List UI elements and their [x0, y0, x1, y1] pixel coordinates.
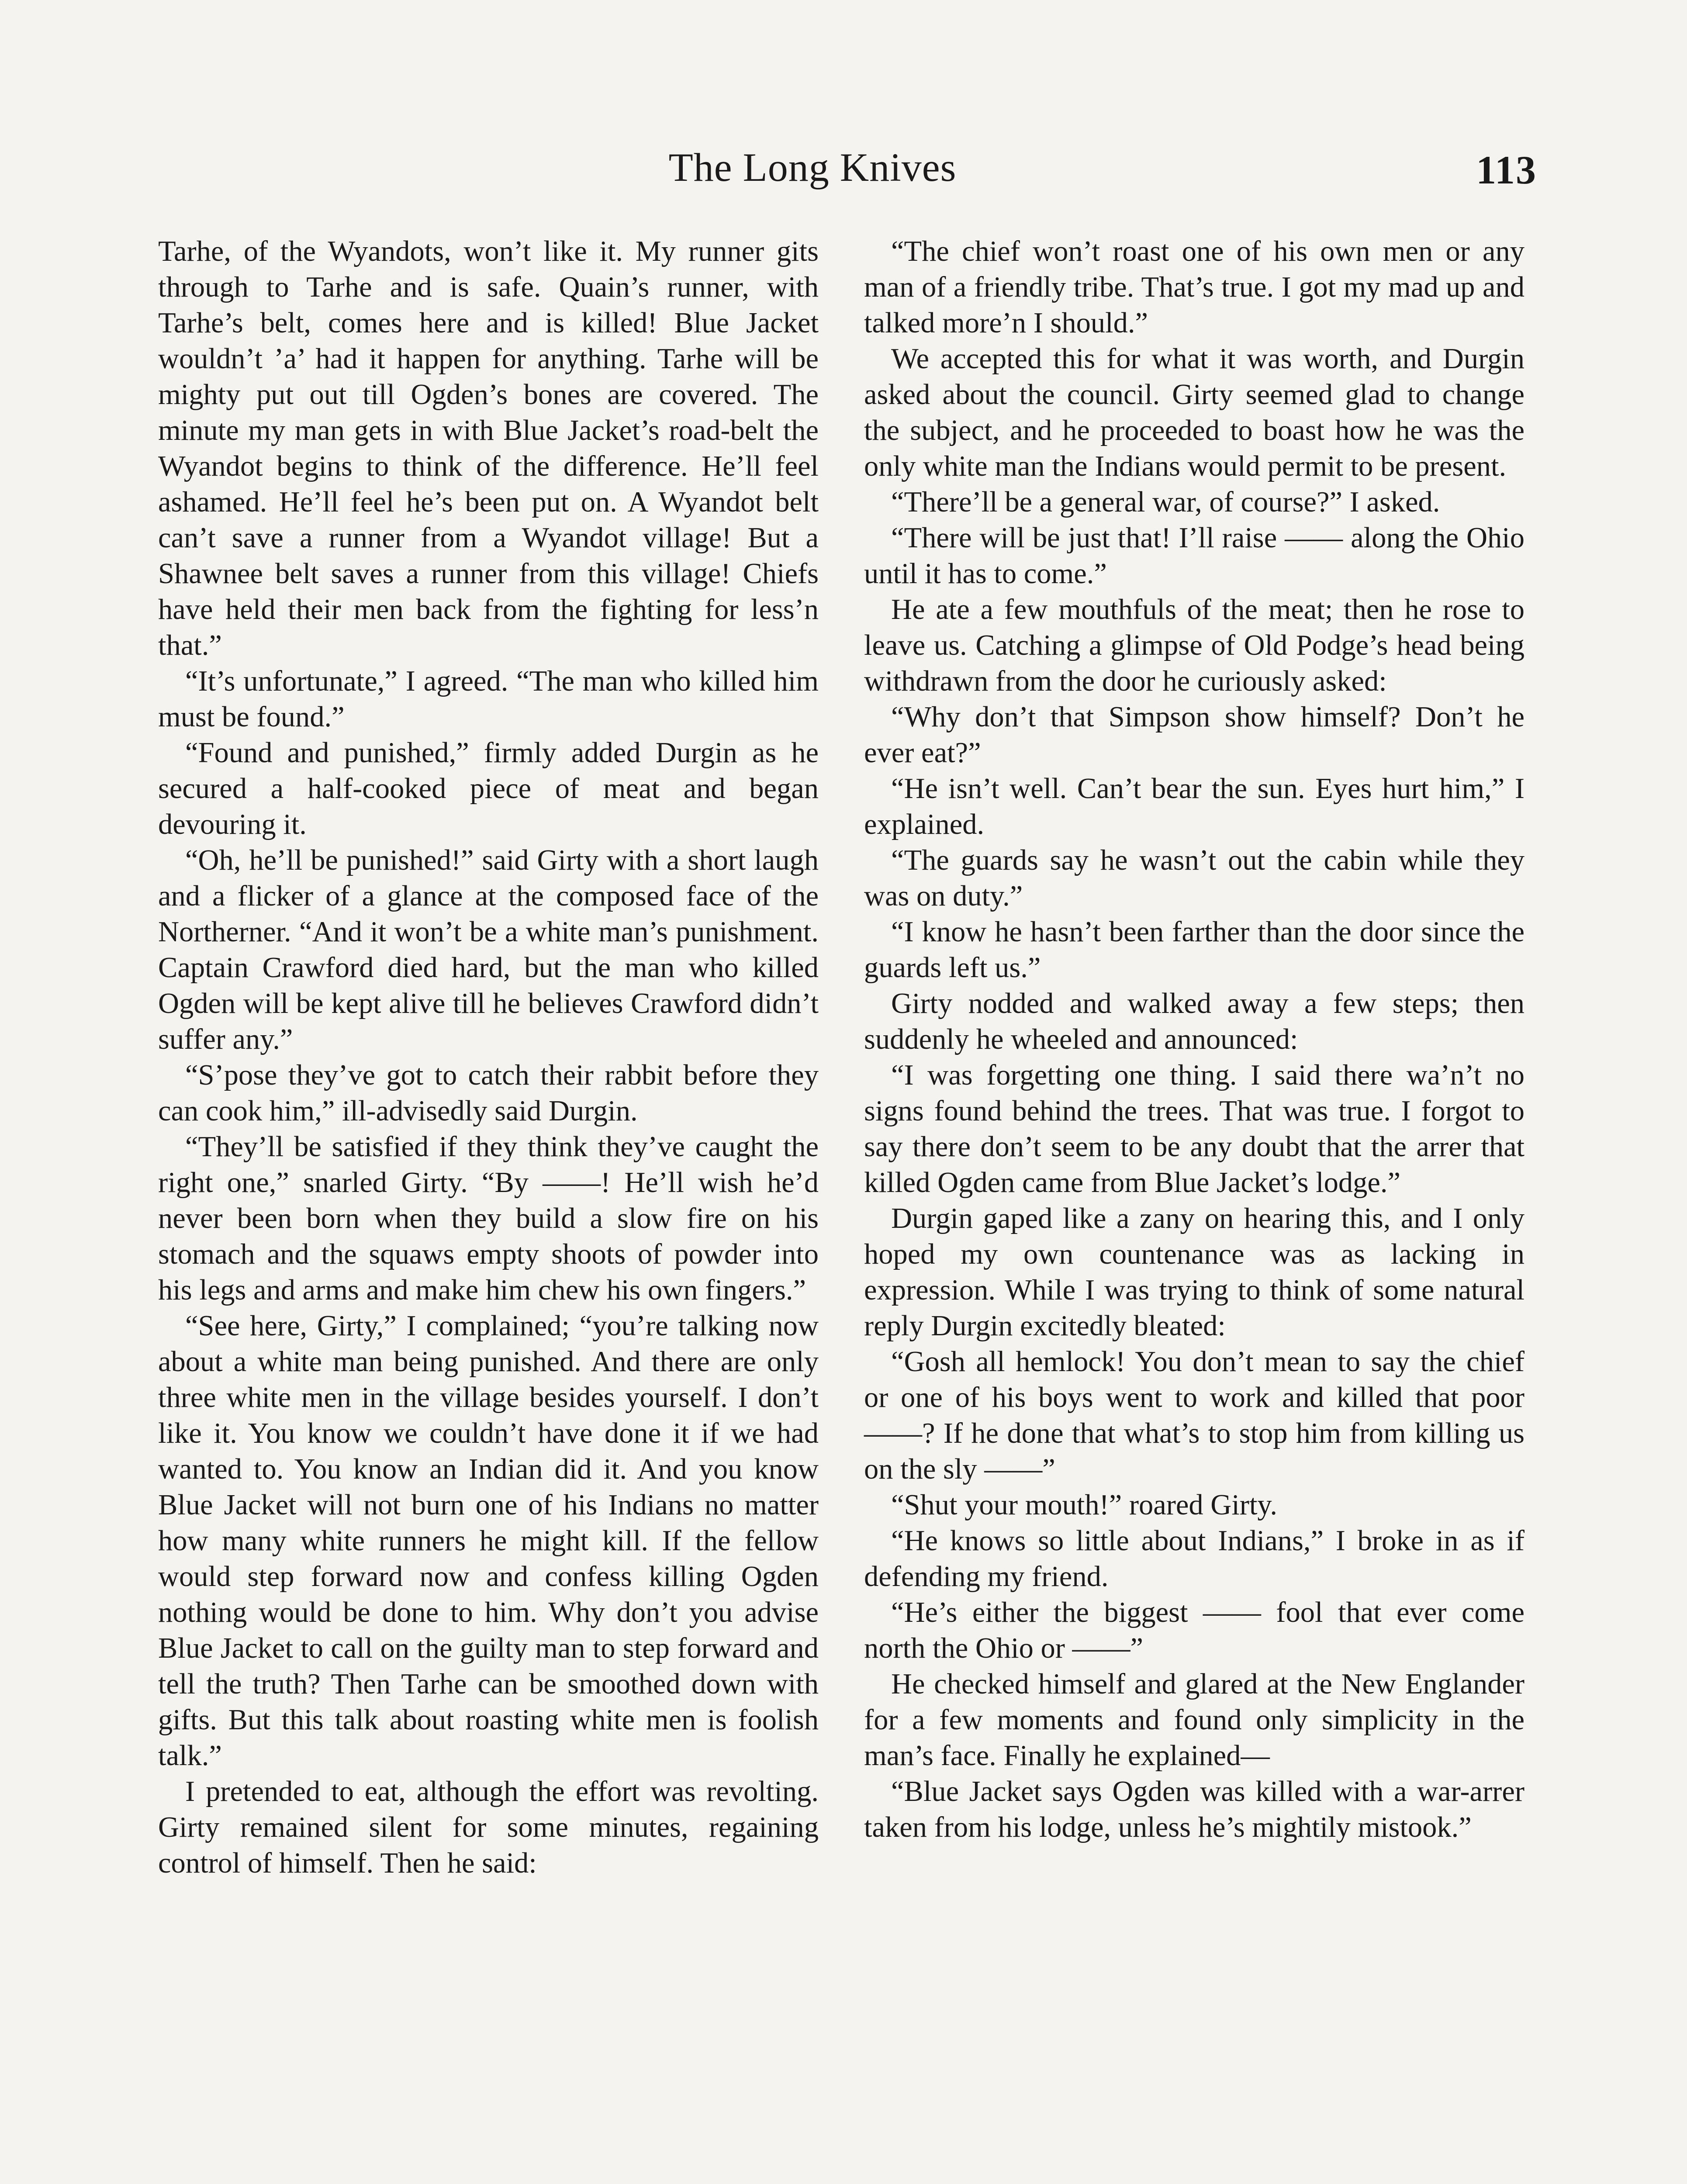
paragraph: “Shut your mouth!” roared Girty.	[891, 1489, 1277, 1521]
paragraph: “He’s either the biggest —— fool that ever come north the Ohio or ——”	[864, 1597, 1525, 1664]
paragraph: Tarhe, of the Wyandots, won’t like it. My runner gits through to Tarhe and is safe. Quain’s runner, with Tarhe’s belt, comes here and is killed! Blue Jacket wouldn’t ’a’ had it happen for anything. Tarhe will be mighty put out till Ogden’s bones are covered. The minute my man gets in with Blue Jacket’s road-belt the Wyandot begins to think of the difference. He’ll feel ashamed. He’ll feel he’s been put on. A Wyandot belt can’t save a runner from a Wyandot village! But a Shawnee belt saves a runner from this village! Chiefs have held their men back from the fighting for less’n that.”	[158, 235, 819, 661]
paragraph: Durgin gaped like a zany on hearing this, and I only hoped my own countenance was as lacking in expression. While I was trying to think of some natural reply Durgin excitedly bleated:	[864, 1203, 1525, 1342]
paragraph: “Gosh all hemlock! You don’t mean to say the chief or one of his boys went to work and killed that poor ——? If he done that what’s to stop him from killing us on the sly ——”	[864, 1346, 1525, 1485]
paragraph: Girty nodded and walked away a few steps; then suddenly he wheeled and announced:	[864, 988, 1525, 1055]
paragraph: “There will be just that! I’ll raise —— along the Ohio until it has to come.”	[864, 522, 1525, 590]
page-number: 113	[1476, 148, 1537, 192]
right-text-column	[864, 234, 1525, 1845]
paragraph: “Why don’t that Simpson show himself? Don’t he ever eat?”	[864, 701, 1525, 769]
paragraph: “See here, Girty,” I complained; “you’re talking now about a white man being punished. And there are only three white men in the village besides yourself. I don’t like it. You know we couldn’t have done it if we had wanted to. You know an Indian did it. And you know Blue Jacket will not burn one of his Indians no matter how many white runners he might kill. If the fellow would step forward now and confess killing Ogden nothing would be done to him. Why don’t you advise Blue Jacket to call on the guilty man to step forward and tell the truth? Then Tarhe can be smoothed down with gifts. But this talk about roasting white men is foolish talk.”	[158, 1310, 819, 1772]
paragraph: “He knows so little about Indians,” I broke in as if defending my friend.	[864, 1525, 1525, 1593]
paragraph: He checked himself and glared at the New Englander for a few moments and found only simplicity in the man’s face. Finally he explained—	[864, 1668, 1525, 1772]
paragraph: “It’s unfortunate,” I agreed. “The man who killed him must be found.”	[158, 665, 819, 733]
paragraph: “He isn’t well. Can’t bear the sun. Eyes hurt him,” I explained.	[864, 773, 1525, 840]
paragraph: We accepted this for what it was worth, and Durgin asked about the council. Girty seemed glad to change the subject, and he proceeded to boast how he was the only white man the Indians would permit to be present.	[864, 343, 1525, 482]
paragraph: “Found and punished,” firmly added Durgin as he secured a half-cooked piece of meat and began devouring it.	[158, 737, 819, 840]
paragraph: I pretended to eat, although the effort was revolting. Girty remained silent for some minutes, regaining control of himself. Then he said:	[158, 1776, 819, 1879]
paragraph: “The guards say he wasn’t out the cabin while they was on duty.”	[864, 844, 1525, 912]
paragraph: “I know he hasn’t been farther than the door since the guards left us.”	[864, 916, 1525, 984]
paragraph: He ate a few mouthfuls of the meat; then he rose to leave us. Catching a glimpse of Old Podge’s head being withdrawn from the door he curiously asked:	[864, 594, 1525, 697]
paragraph: “I was forgetting one thing. I said there wa’n’t no signs found behind the trees. That was true. I forgot to say there don’t seem to be any doubt that the arrer that killed Ogden came from Blue Jacket’s lodge.”	[864, 1059, 1525, 1199]
paragraph: “The chief won’t roast one of his own men or any man of a friendly tribe. That’s true. I got my mad up and talked more’n I should.”	[864, 235, 1525, 339]
left-text-column	[158, 234, 819, 1881]
paragraph: “S’pose they’ve got to catch their rabbit before they can cook him,” ill-advisedly said Durgin.	[158, 1059, 819, 1127]
paragraph: “There’ll be a general war, of course?” I asked.	[891, 486, 1440, 518]
paragraph: “They’ll be satisfied if they think they’ve caught the right one,” snarled Girty. “By ——! He’ll wish he’d never been born when they build a slow fire on his stomach and the squaws empty shoots of powder into his legs and arms and make him chew his own fingers.”	[158, 1131, 819, 1306]
paragraph: “Oh, he’ll be punished!” said Girty with a short laugh and a flicker of a glance at the composed face of the Northerner. “And it won’t be a white man’s punishment. Captain Crawford died hard, but the man who killed Ogden will be kept alive till he believes Crawford didn’t suffer any.”	[158, 844, 819, 1055]
running-header-title: The Long Knives	[668, 145, 957, 190]
paragraph: “Blue Jacket says Ogden was killed with a war-arrer taken from his lodge, unless he’s mightily mistook.”	[864, 1776, 1525, 1843]
